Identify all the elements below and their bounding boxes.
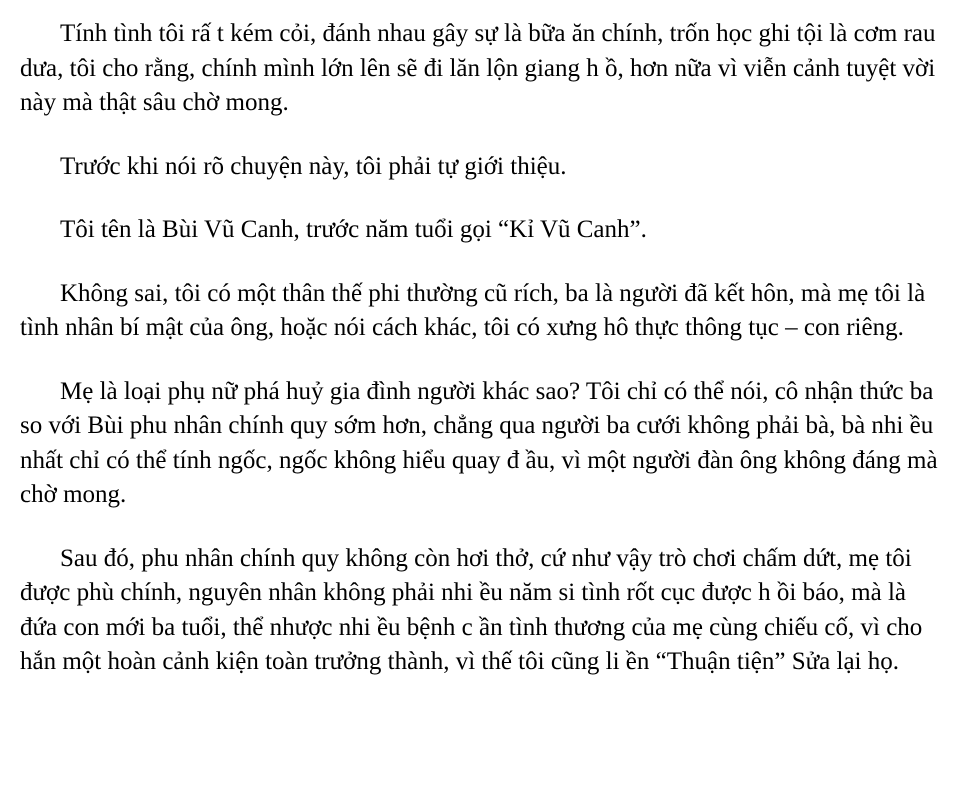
paragraph-2: Trước khi nói rõ chuyện này, tôi phải tự giới thiệu. (60, 152, 567, 180)
document-page (20, 17, 945, 680)
paragraph-1: Tính tình tôi rấ t kém cỏi, đánh nhau gây sự là bữa ăn chính, trốn học ghi tội là cơm rau dưa, tôi cho rằng, chính mình lớn lên sẽ đi lăn lộn giang h ồ, hơn nữa vì viễn cảnh tuyệt vời này mà thật sâu chờ mong. (20, 20, 936, 116)
paragraph-6: Sau đó, phu nhân chính quy không còn hơi thở, cứ như vậy trò chơi chấm dứt, mẹ tôi được phù chính, nguyên nhân không phải nhi ều năm si tình rốt cục được h ồi báo, mà là đứa con mới ba tuổi, thể nhược nhi ều bệnh c ần tình thương của mẹ cùng chiếu cố, vì cho hắn một hoàn cảnh kiện toàn trưởng thành, vì thế tôi cũng li ền “Thuận tiện” Sửa lại họ. (20, 544, 923, 675)
paragraph-4: Không sai, tôi có một thân thế phi thường cũ rích, ba là người đã kết hôn, mà mẹ tôi là tình nhân bí mật của ông, hoặc nói cách khác, tôi có xưng hô thực thông tục – con riêng. (20, 279, 926, 341)
paragraph-3: Tôi tên là Bùi Vũ Canh, trước năm tuổi gọi “Kỉ Vũ Canh”. (60, 216, 647, 243)
paragraph-5: Mẹ là loại phụ nữ phá huỷ gia đình người khác sao? Tôi chỉ có thể nói, cô nhận thức ba so với Bùi phu nhân chính quy sớm hơn, chẳng qua người ba cưới không phải bà, bà nhi ều nhất chỉ có thể tính ngốc, ngốc không hiểu quay đ ầu, vì một người đàn ông không đáng mà chờ mong. (20, 377, 938, 508)
